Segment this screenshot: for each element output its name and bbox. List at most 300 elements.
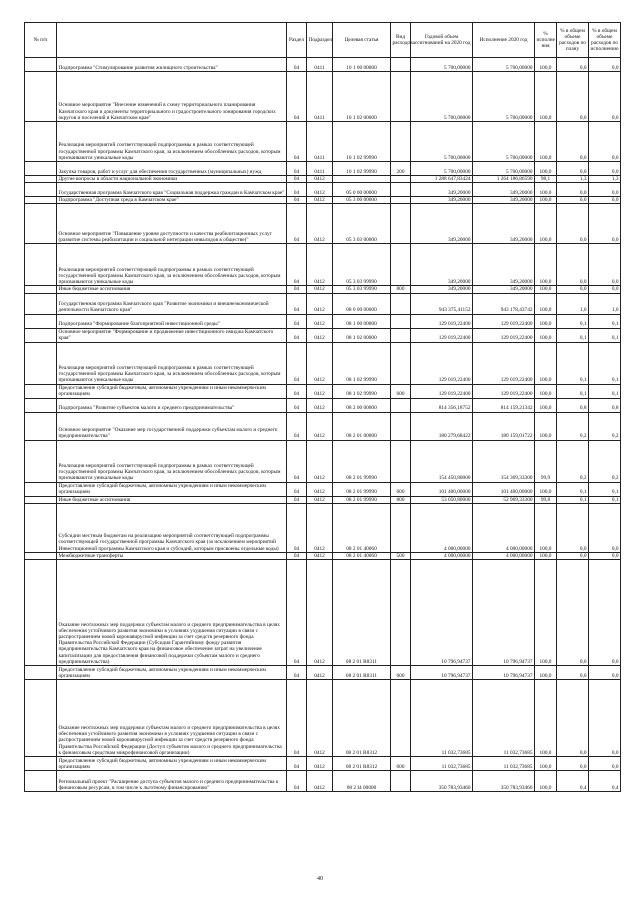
table-header-row: [25, 23, 621, 58]
row-razdel: 04: [287, 560, 307, 666]
row-share-plan: 0,1: [557, 342, 589, 384]
row-pct: 100,0: [535, 503, 557, 552]
row-razdel: 04: [287, 384, 307, 398]
row-podrazdel: 0412: [307, 183, 333, 197]
row-expense-type: 600: [391, 757, 411, 771]
row-expense-type: [391, 503, 411, 552]
row-target-article: 08 2 01 99990: [333, 482, 391, 496]
row-expense-type: [391, 314, 411, 328]
row-name: Основное мероприятие "Внесение изменений в схему территориального планирования Камчатского края и документы территориального и градостроительного зонирования городских округов и поселений в Камчатском крае": [57, 72, 287, 122]
row-target-article: 08 2 00 00000: [333, 398, 391, 412]
row-share-fact: 0,2: [589, 440, 621, 482]
table-row: [25, 122, 621, 162]
row-share-fact: 0,4: [589, 771, 621, 792]
row-target-article: 08 2 01 R8311: [333, 666, 391, 680]
row-no: [25, 757, 57, 771]
row-share-fact: 0,1: [589, 328, 621, 342]
row-target-article: 05 3 00 00000: [333, 197, 391, 204]
table-row: [25, 183, 621, 197]
row-expense-type: [391, 72, 411, 122]
row-plan: 129 019,22400: [411, 384, 473, 398]
row-target-article: 05 3 03 99990: [333, 286, 391, 293]
row-expense-type: [391, 244, 411, 286]
row-target-article: 08 2 01 99990: [333, 496, 391, 503]
row-podrazdel: 0412: [307, 286, 333, 293]
row-fact: 5 700,00000: [473, 162, 535, 176]
row-expense-type: [391, 440, 411, 482]
row-plan: 11 032,73685: [411, 680, 473, 757]
row-podrazdel: 0412: [307, 771, 333, 792]
row-razdel: 04: [287, 293, 307, 314]
row-no: [25, 496, 57, 503]
table-row: [25, 162, 621, 176]
row-share-fact: 0,0: [589, 666, 621, 680]
row-razdel: 04: [287, 58, 307, 72]
row-plan: 349,20000: [411, 244, 473, 286]
row-target-article: 10 1 02 99990: [333, 162, 391, 176]
row-plan: 10 796,94737: [411, 560, 473, 666]
row-pct: 100,0: [535, 204, 557, 244]
row-no: [25, 342, 57, 384]
table-row: [25, 666, 621, 680]
row-podrazdel: 0412: [307, 293, 333, 314]
table-row: [25, 286, 621, 293]
table-row: [25, 771, 621, 792]
row-pct: 100,0: [535, 771, 557, 792]
table-row: [25, 560, 621, 666]
row-razdel: 04: [287, 183, 307, 197]
row-plan: 129 019,22400: [411, 328, 473, 342]
table-row: [25, 204, 621, 244]
row-razdel: 04: [287, 244, 307, 286]
row-fact: 1 264 186,86590: [473, 176, 535, 183]
row-name: Иные бюджетные ассигнования: [57, 496, 287, 503]
row-pct: 100,0: [535, 197, 557, 204]
row-share-plan: 0,0: [557, 503, 589, 552]
row-share-plan: 0,1: [557, 496, 589, 503]
row-expense-type: [391, 680, 411, 757]
row-fact: 349,20000: [473, 183, 535, 197]
row-pct: 100,0: [535, 560, 557, 666]
header-podrazdel: Подраздел: [307, 23, 333, 58]
table-row: [25, 314, 621, 328]
row-fact: 349,20000: [473, 286, 535, 293]
row-share-plan: 0,0: [557, 552, 589, 559]
row-no: [25, 204, 57, 244]
budget-table: [24, 22, 621, 792]
row-fact: 814 159,21342: [473, 398, 535, 412]
row-share-plan: 0,0: [557, 122, 589, 162]
row-plan: 5 700,00000: [411, 122, 473, 162]
row-fact: 4 000,00000: [473, 503, 535, 552]
row-pct: 100,0: [535, 314, 557, 328]
row-share-plan: 0,8: [557, 398, 589, 412]
row-no: [25, 680, 57, 757]
row-podrazdel: 0412: [307, 482, 333, 496]
row-plan: 11 032,73685: [411, 757, 473, 771]
row-target-article: 08 2 01 40060: [333, 552, 391, 559]
row-name: Государственная программа Камчатского края "Социальная поддержка граждан в Камчатском крае": [57, 183, 287, 197]
row-no: [25, 412, 57, 440]
row-expense-type: 200: [391, 162, 411, 176]
row-share-plan: 0,1: [557, 384, 589, 398]
row-share-fact: 0,0: [589, 757, 621, 771]
row-no: [25, 183, 57, 197]
header-fact: Исполнение 2020 год: [473, 23, 535, 58]
row-razdel: 04: [287, 72, 307, 122]
row-fact: 180 159,01722: [473, 412, 535, 440]
row-target-article: 08 1 02 99990: [333, 384, 391, 398]
row-podrazdel: 0411: [307, 58, 333, 72]
row-razdel: 04: [287, 503, 307, 552]
row-fact: 129 019,22400: [473, 384, 535, 398]
row-fact: 349,20000: [473, 197, 535, 204]
row-share-plan: 0,2: [557, 412, 589, 440]
row-expense-type: [391, 328, 411, 342]
row-podrazdel: 0412: [307, 503, 333, 552]
header-plan: Годовой объем ассигнований на 2020 год: [411, 23, 473, 58]
row-plan: 5 700,00000: [411, 58, 473, 72]
row-plan: 1 288 647,83424: [411, 176, 473, 183]
row-share-plan: 0,0: [557, 286, 589, 293]
row-fact: 5 700,00000: [473, 58, 535, 72]
row-no: [25, 398, 57, 412]
row-name: Подпрограмма "Доступная среда в Камчатском крае": [57, 197, 287, 204]
row-plan: 53 050,80000: [411, 496, 473, 503]
row-target-article: 10 1 00 00000: [333, 58, 391, 72]
row-target-article: 08 1 02 00000: [333, 328, 391, 342]
row-no: [25, 482, 57, 496]
table-row: [25, 503, 621, 552]
row-name: Другие вопросы в области национальной экономики: [57, 176, 287, 183]
document-page: [24, 22, 620, 792]
row-expense-type: [391, 122, 411, 162]
row-razdel: 04: [287, 680, 307, 757]
table-body: [25, 58, 621, 792]
row-share-fact: 0,0: [589, 162, 621, 176]
table-row: [25, 72, 621, 122]
row-plan: 814 356,18752: [411, 398, 473, 412]
row-podrazdel: 0412: [307, 680, 333, 757]
row-share-plan: 0,0: [557, 72, 589, 122]
row-share-plan: 0,0: [557, 244, 589, 286]
row-pct: 100,0: [535, 293, 557, 314]
row-share-fact: 0,2: [589, 412, 621, 440]
header-name: [57, 23, 287, 58]
row-target-article: 05 3 03 00000: [333, 204, 391, 244]
row-target-article: 05 3 03 99990: [333, 244, 391, 286]
row-pct: 100,0: [535, 680, 557, 757]
row-share-fact: 0,1: [589, 342, 621, 384]
row-pct: 100,0: [535, 342, 557, 384]
row-share-fact: 0,1: [589, 314, 621, 328]
row-share-fact: 0,0: [589, 197, 621, 204]
row-podrazdel: 0412: [307, 496, 333, 503]
row-podrazdel: 0412: [307, 757, 333, 771]
row-razdel: 04: [287, 496, 307, 503]
row-expense-type: 600: [391, 384, 411, 398]
row-expense-type: 600: [391, 482, 411, 496]
row-fact: 943 178,43742: [473, 293, 535, 314]
row-pct: 100,0: [535, 183, 557, 197]
row-expense-type: [391, 197, 411, 204]
row-expense-type: [391, 398, 411, 412]
row-razdel: 04: [287, 552, 307, 559]
row-share-plan: 0,0: [557, 757, 589, 771]
table-row: [25, 552, 621, 559]
header-pct: % исполне ния: [535, 23, 557, 58]
row-expense-type: 500: [391, 552, 411, 559]
row-name: Реализация мероприятий соответствующей подпрограммы в рамках соответствующей государственной программы Камчатского края, за исключением обособленных расходов, которым присваиваются уникальные коды: [57, 342, 287, 384]
row-podrazdel: 0412: [307, 204, 333, 244]
table-row: [25, 293, 621, 314]
row-target-article: 05 0 00 00000: [333, 183, 391, 197]
row-razdel: 04: [287, 440, 307, 482]
row-podrazdel: 0412: [307, 314, 333, 328]
row-name: Региональный проект "Расширение доступа субъектов малого и среднего предпринимательства к финансовым ресурсам, в том числе к льготному финансированию": [57, 771, 287, 792]
row-fact: 10 796,94737: [473, 666, 535, 680]
row-podrazdel: 0412: [307, 342, 333, 384]
row-plan: 943 375,41152: [411, 293, 473, 314]
row-name: Реализация мероприятий соответствующей подпрограммы в рамках соответствующей государственной программы Камчатского края, за исключением обособленных расходов, которым присваиваются уникальные коды: [57, 122, 287, 162]
row-pct: 100,0: [535, 666, 557, 680]
row-no: [25, 384, 57, 398]
row-no: [25, 440, 57, 482]
row-podrazdel: 0412: [307, 560, 333, 666]
row-pct: 99,9: [535, 440, 557, 482]
row-podrazdel: 0412: [307, 244, 333, 286]
row-no: [25, 176, 57, 183]
header-share-plan: % в общем объеме расходов по плану: [557, 23, 589, 58]
row-fact: 4 000,00000: [473, 552, 535, 559]
row-fact: 129 019,22400: [473, 342, 535, 384]
row-pct: 100,0: [535, 244, 557, 286]
row-no: [25, 328, 57, 342]
row-razdel: 04: [287, 342, 307, 384]
row-podrazdel: 0412: [307, 176, 333, 183]
row-share-fact: 0,0: [589, 122, 621, 162]
table-row: [25, 328, 621, 342]
row-pct: 100,0: [535, 757, 557, 771]
row-razdel: 04: [287, 314, 307, 328]
row-no: [25, 244, 57, 286]
row-expense-type: 800: [391, 496, 411, 503]
row-pct: 100,0: [535, 286, 557, 293]
row-podrazdel: 0411: [307, 122, 333, 162]
row-plan: 5 700,00000: [411, 162, 473, 176]
row-name: Предоставление субсидий бюджетным, автономным учреждениям и иным некоммерческим организациям: [57, 666, 287, 680]
row-no: [25, 552, 57, 559]
row-no: [25, 72, 57, 122]
row-name: Подпрограмма "Стимулирование развития жилищного строительства": [57, 58, 287, 72]
row-name: Реализация мероприятий соответствующей подпрограммы в рамках соответствующей государственной программы Камчатского края, за исключением обособленных расходов, которым присваиваются уникальные коды: [57, 440, 287, 482]
row-name: Иные бюджетные ассигнования: [57, 286, 287, 293]
row-target-article: 08 2 01 R8311: [333, 560, 391, 666]
row-name: Предоставление субсидий бюджетным, автономным учреждениям и иным некоммерческим организациям: [57, 482, 287, 496]
row-share-plan: 0,2: [557, 440, 589, 482]
row-pct: 100,0: [535, 384, 557, 398]
row-razdel: 04: [287, 398, 307, 412]
row-share-fact: 0,0: [589, 560, 621, 666]
row-fact: 11 032,73685: [473, 757, 535, 771]
row-plan: 349,20000: [411, 197, 473, 204]
row-razdel: 04: [287, 162, 307, 176]
row-expense-type: [391, 204, 411, 244]
table-row: [25, 384, 621, 398]
row-share-plan: 0,0: [557, 162, 589, 176]
row-target-article: 10 1 02 00000: [333, 72, 391, 122]
row-target-article: 08 1 02 99990: [333, 342, 391, 384]
row-share-plan: 0,4: [557, 771, 589, 792]
row-plan: 5 700,00000: [411, 72, 473, 122]
row-podrazdel: 0412: [307, 398, 333, 412]
row-fact: 349,20000: [473, 204, 535, 244]
row-share-plan: 0,1: [557, 482, 589, 496]
row-no: [25, 162, 57, 176]
row-name: Основное мероприятие "Формирование и продвижение инвестиционного имиджа Камчатского края": [57, 328, 287, 342]
table-row: [25, 757, 621, 771]
row-name: Предоставление субсидий бюджетным, автономным учреждениям и иным некоммерческим организациям: [57, 757, 287, 771]
row-fact: 11 032,73685: [473, 680, 535, 757]
row-razdel: 04: [287, 197, 307, 204]
row-podrazdel: 0412: [307, 666, 333, 680]
header-target: Целевая статья: [333, 23, 391, 58]
row-expense-type: [391, 58, 411, 72]
row-plan: 4 000,00000: [411, 552, 473, 559]
row-podrazdel: 0412: [307, 384, 333, 398]
row-fact: 5 700,00000: [473, 72, 535, 122]
table-row: [25, 412, 621, 440]
row-razdel: 04: [287, 666, 307, 680]
table-row: [25, 680, 621, 757]
row-podrazdel: 0412: [307, 440, 333, 482]
row-expense-type: [391, 560, 411, 666]
row-pct: 99,8: [535, 496, 557, 503]
row-plan: 154 450,80000: [411, 440, 473, 482]
row-name: Подпрограмма "Формирование благоприятной инвестиционной среды": [57, 314, 287, 328]
row-target-article: 08 2 01 R8312: [333, 680, 391, 757]
row-pct: 100,0: [535, 552, 557, 559]
row-target-article: [333, 176, 391, 183]
row-target-article: 10 1 02 99990: [333, 122, 391, 162]
row-razdel: 04: [287, 176, 307, 183]
row-name: Государственная программа Камчатского края "Развитие экономики и внешнеэкономической деятельности Камчатского края": [57, 293, 287, 314]
row-pct: 100,0: [535, 482, 557, 496]
row-name: Предоставление субсидий бюджетным, автономным учреждениям и иным некоммерческим организациям: [57, 384, 287, 398]
row-plan: 10 796,94737: [411, 666, 473, 680]
row-plan: 349,20000: [411, 183, 473, 197]
row-share-fact: 0,0: [589, 680, 621, 757]
row-share-fact: 0,0: [589, 183, 621, 197]
row-share-plan: 0,0: [557, 183, 589, 197]
row-podrazdel: 0412: [307, 197, 333, 204]
row-fact: 349,20000: [473, 244, 535, 286]
row-razdel: 04: [287, 204, 307, 244]
row-target-article: 08 0 00 00000: [333, 293, 391, 314]
row-no: [25, 771, 57, 792]
row-razdel: 04: [287, 122, 307, 162]
row-expense-type: [391, 293, 411, 314]
row-podrazdel: 0412: [307, 552, 333, 559]
row-pct: 100,0: [535, 398, 557, 412]
row-plan: 350 783,93460: [411, 771, 473, 792]
row-no: [25, 666, 57, 680]
row-podrazdel: 0412: [307, 412, 333, 440]
row-podrazdel: 0411: [307, 72, 333, 122]
row-expense-type: [391, 342, 411, 384]
row-plan: 349,20000: [411, 286, 473, 293]
row-no: [25, 122, 57, 162]
row-pct: 100,0: [535, 328, 557, 342]
row-razdel: 04: [287, 286, 307, 293]
row-razdel: 04: [287, 771, 307, 792]
row-share-plan: 0,0: [557, 560, 589, 666]
row-expense-type: [391, 183, 411, 197]
row-fact: 52 969,33300: [473, 496, 535, 503]
row-name: Реализация мероприятий соответствующей подпрограммы в рамках соответствующей государственной программы Камчатского края, за исключением обособленных расходов, которым присваиваются уникальные коды: [57, 244, 287, 286]
row-share-plan: 0,1: [557, 314, 589, 328]
table-row: [25, 482, 621, 496]
row-pct: 98,1: [535, 176, 557, 183]
row-expense-type: 600: [391, 666, 411, 680]
row-name: Основное мероприятие "Оказание мер государственной поддержки субъектам малого и среднего предпринимательства": [57, 412, 287, 440]
header-vr: Вид расходов: [391, 23, 411, 58]
row-share-fact: 0,0: [589, 286, 621, 293]
row-share-fact: 1,0: [589, 293, 621, 314]
row-pct: 100,0: [535, 58, 557, 72]
row-share-plan: 0,0: [557, 666, 589, 680]
row-plan: 4 000,00000: [411, 503, 473, 552]
row-expense-type: 800: [391, 286, 411, 293]
row-share-fact: 0,1: [589, 482, 621, 496]
row-plan: 349,20000: [411, 204, 473, 244]
header-share-fact: % в общем объеме расходов по исполнению: [589, 23, 621, 58]
row-share-fact: 0,1: [589, 496, 621, 503]
row-share-fact: 0,0: [589, 204, 621, 244]
row-razdel: 04: [287, 482, 307, 496]
row-pct: 100,0: [535, 72, 557, 122]
row-share-fact: 0,0: [589, 244, 621, 286]
row-no: [25, 286, 57, 293]
row-share-fact: 0,0: [589, 503, 621, 552]
row-expense-type: [391, 176, 411, 183]
row-plan: 180 279,68422: [411, 412, 473, 440]
row-no: [25, 314, 57, 328]
row-fact: 129 019,22400: [473, 328, 535, 342]
row-name: Оказание неотложных мер поддержки субъектам малого и среднего предпринимательства в целях обеспечения устойчивого развития экономики в условиях ухудшения ситуации в связи с распространением новой коронавирусной инфекции за счет средств резервного фонда Правительства Российской Федерации (Доступ субъектов малого и среднего предпринимательства к финансовым средствам микрофинансовой организации): [57, 680, 287, 757]
row-share-plan: 0,0: [557, 204, 589, 244]
row-no: [25, 503, 57, 552]
row-fact: 154 369,33300: [473, 440, 535, 482]
row-share-fact: 0,0: [589, 552, 621, 559]
row-plan: 129 019,22400: [411, 314, 473, 328]
table-row: [25, 496, 621, 503]
row-share-fact: 0,0: [589, 58, 621, 72]
row-razdel: 04: [287, 412, 307, 440]
row-razdel: 04: [287, 757, 307, 771]
row-name: Закупка товаров, работ и услуг для обеспечения государственных (муниципальных) нужд: [57, 162, 287, 176]
row-name: Подпрограмма "Развитие субъектов малого и среднего предпринимательства": [57, 398, 287, 412]
row-razdel: 04: [287, 328, 307, 342]
row-target-article: 08 2 I4 00000: [333, 771, 391, 792]
row-expense-type: [391, 771, 411, 792]
row-fact: 350 783,93460: [473, 771, 535, 792]
row-pct: 100,0: [535, 412, 557, 440]
page-number: 40: [317, 876, 323, 882]
row-target-article: 08 1 00 00000: [333, 314, 391, 328]
row-target-article: 08 2 01 99990: [333, 440, 391, 482]
row-pct: 100,0: [535, 162, 557, 176]
